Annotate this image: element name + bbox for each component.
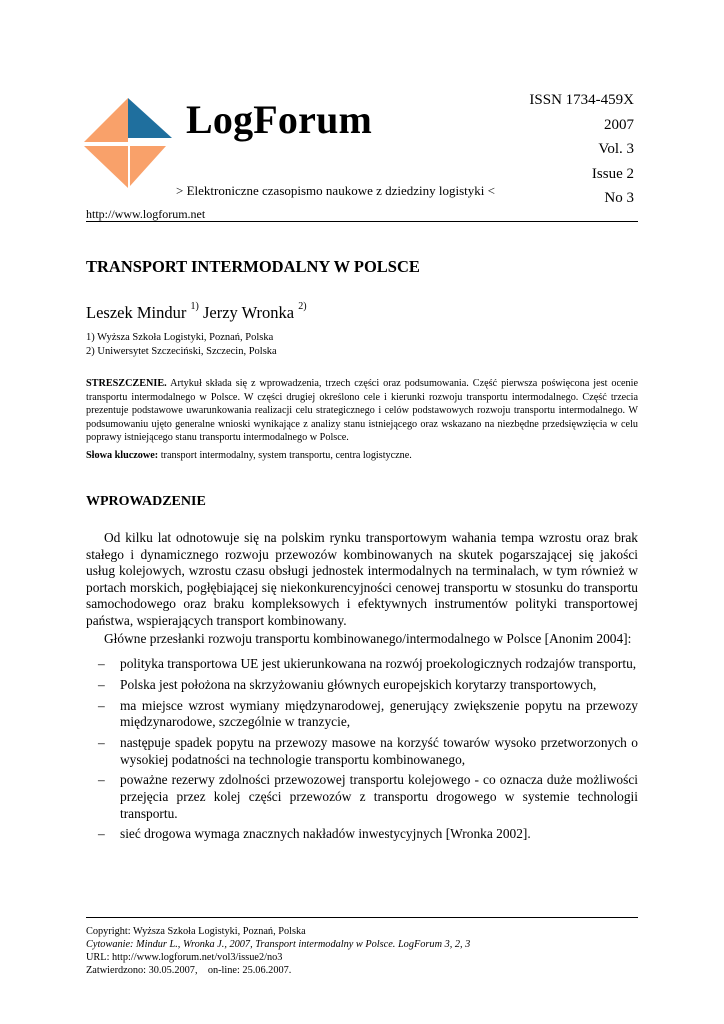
section-heading: WPROWADZENIE — [86, 494, 206, 509]
list-item-text: poważne rezerwy zdolności przewozowej transportu kolejowego - co oznacza duże możliwości przejęcia przez kolej części przewozów z transportu drogowego w systemie technologii transportu. — [120, 772, 638, 821]
abstract — [86, 377, 638, 445]
abstract-text: Artykuł składa się z wprowadzenia, trzech części oraz podsumowania. Część pierwsza poświęcona jest ocenie transportu intermodalnego w Polsce. W części drugiej określono cele i kierunki rozwoju transportu intermodalnego. Część trzecia prezentuje podstawowe uwarunkowania realizacji celu strategicznego i celów podstawowych rozwoju transportu intermodalnego. W podsumowaniu ujęto generalne wnioski wynikające z analizy stanu istniejącego oraz wskazano na niezbędne przedsięwzięcia w celu poprawy istniejącego stanu transportu intermodalnego w Polsce. — [86, 378, 639, 444]
list-item-text: następuje spadek popytu na przewozy masowe na korzyść towarów wysoko przetworzonych o wysokiej podatności na technologie transportu kombinowanego, — [120, 734, 638, 767]
journal-url[interactable]: http://www.logforum.net — [86, 207, 206, 221]
list-item — [86, 656, 638, 673]
header-divider — [86, 221, 638, 222]
authors — [86, 303, 307, 323]
footer — [86, 926, 470, 978]
logo-left-triangle — [84, 98, 128, 142]
list-item — [86, 677, 638, 694]
journal-tagline: > Elektroniczne czasopismo naukowe z dziedziny logistyki < — [176, 183, 495, 198]
bullet-dash: – — [98, 826, 105, 842]
year: 2007 — [604, 116, 634, 133]
issue-info — [529, 88, 634, 211]
footer-dates: Zatwierdzono: 30.05.2007, on-line: 25.06.2007. — [86, 964, 292, 976]
lead-sentence: Główne przesłanki rozwoju transportu kombinowanego/intermodalnego w Polsce [Anonim 2004]: — [104, 631, 632, 646]
logo-top-right-triangle — [128, 98, 172, 138]
list-item — [86, 772, 638, 822]
volume: Vol. 3 — [598, 141, 634, 157]
footer-copyright: Copyright: Wyższa Szkoła Logistyki, Poznań, Polska — [86, 926, 306, 937]
logo-right-triangle — [130, 146, 166, 186]
logforum-logo — [84, 98, 174, 188]
intro-section — [86, 530, 638, 630]
list-item — [86, 735, 638, 768]
issue: Issue 2 — [591, 165, 634, 182]
footer-url[interactable]: URL: http://www.logforum.net/vol3/issue2/no3 — [86, 951, 283, 963]
issn: ISSN 1734-459X — [529, 92, 634, 108]
logo-bottom-triangle — [84, 146, 128, 188]
list-item-text: polityka transportowa UE jest ukierunkowana na rozwój proekologicznych rodzajów transportu, — [120, 656, 637, 671]
keywords — [86, 450, 412, 461]
keywords-text: transport intermodalny, system transportu, centra logistyczne. — [160, 450, 412, 461]
author-2-affil-marker: 2) — [298, 301, 307, 312]
list-item-text: Polska jest położona na skrzyżowaniu głównych europejskich korytarzy transportowych, — [120, 676, 597, 692]
keywords-label: Słowa kluczowe: — [86, 450, 159, 461]
journal-title: LogForum — [186, 97, 373, 142]
author-1: Leszek Mindur — [86, 303, 187, 322]
footer-citation: Cytowanie: Mindur L., Wronka J., 2007, Transport intermodalny w Polsce. LogForum 3, 2, 3 — [86, 938, 471, 950]
list-item — [86, 826, 638, 843]
abstract-label: STRESZCZENIE. — [86, 378, 167, 389]
bullet-dash: – — [98, 676, 105, 692]
list-item-text: ma miejsce wzrost wymiany międzynarodowej, generujący zwiększenie popytu na przewozy międzynarodowe, szczególnie w tranzycie, — [120, 697, 638, 730]
footer-divider — [86, 917, 638, 918]
affiliation-1: 1) Wyższa Szkoła Logistyki, Poznań, Polska — [86, 332, 274, 343]
article-title: TRANSPORT INTERMODALNY W POLSCE — [86, 257, 420, 276]
number: No 3 — [604, 190, 634, 206]
list-item — [86, 698, 638, 731]
bullet-dash: – — [98, 734, 105, 750]
author-2: Jerzy Wronka — [202, 303, 295, 322]
premises-list — [86, 656, 638, 847]
bullet-dash: – — [98, 697, 105, 713]
affiliations — [86, 331, 277, 359]
bullet-dash: – — [98, 656, 105, 671]
author-1-affil-marker: 1) — [190, 301, 199, 312]
affiliation-2: 2) Uniwersytet Szczeciński, Szczecin, Polska — [86, 346, 277, 357]
intro-paragraph: Od kilku lat odnotowuje się na polskim rynku transportowym wahania tempa wzrostu oraz brak stałego i dynamicznego rozwoju przewozów kombinowanych na skutek pogarszającej się jakości usług kolejowych, wzrostu czasu obsługi jednostek intermodalnych na terminalach, w tym również w portach morskich, pogłębiającej się niekonkurencyjności cenowej transportu w stosunku do transportu samochodowego oraz braku kompleksowych i efektywnych instrumentów polityki transportowej państwa, wspierających transport kombinowany. — [86, 530, 638, 628]
list-item-text: sieć drogowa wymaga znacznych nakładów inwestycyjnych [Wronka 2002]. — [120, 826, 531, 842]
bullet-dash: – — [98, 772, 105, 788]
